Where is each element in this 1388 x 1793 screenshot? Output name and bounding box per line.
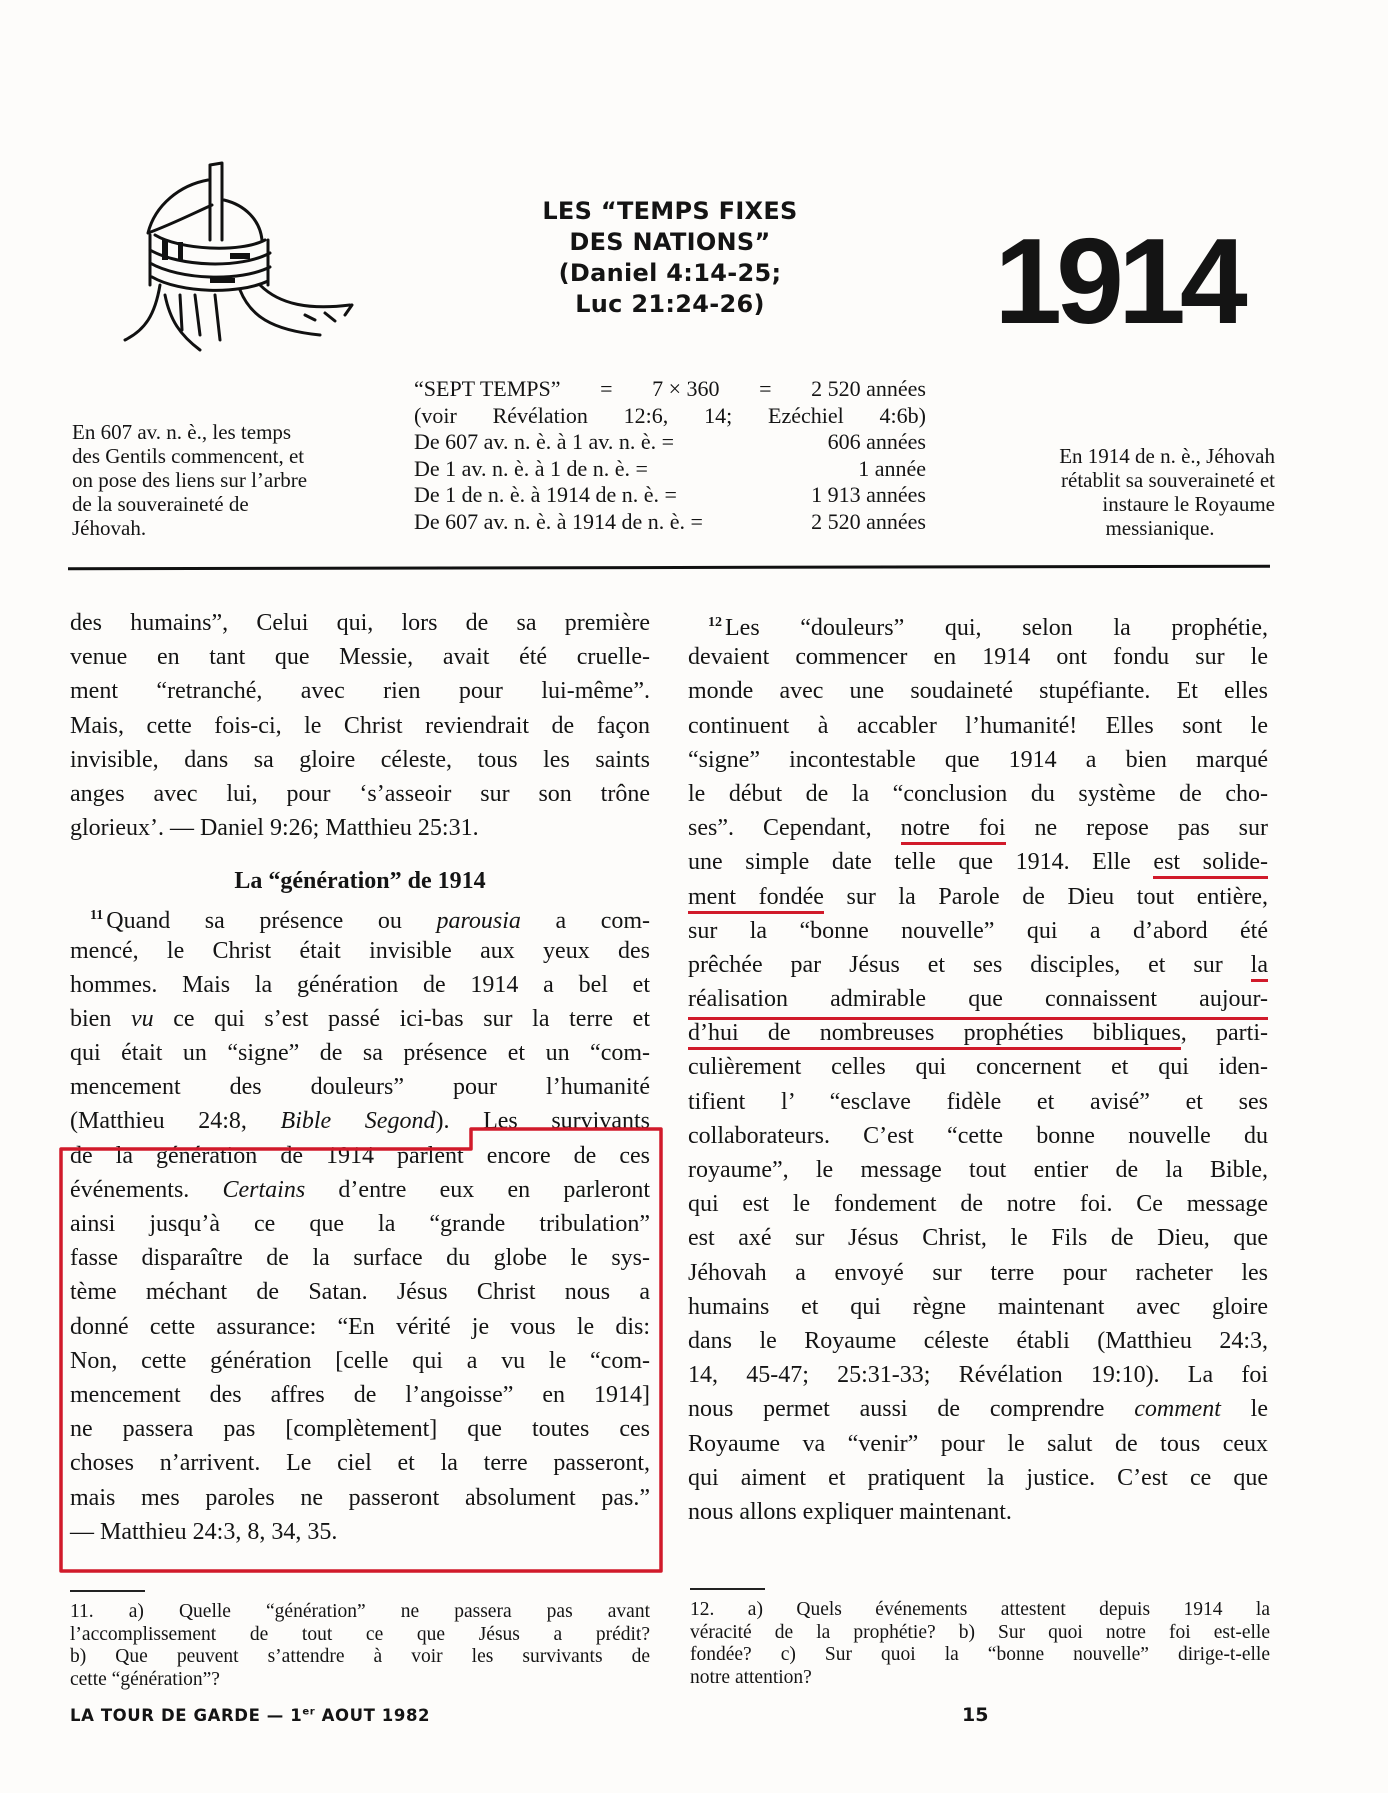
- italic-term: comment: [1134, 1396, 1221, 1423]
- caption-line: de la souveraineté de: [72, 492, 249, 516]
- footnote-line: véracité de la prophétie? b) Sur quoi notre foi est-elle: [690, 1621, 1270, 1643]
- text-line: qui est le fondement de notre foi. Ce message: [688, 1191, 1268, 1218]
- text-line: anges avec lui, pour ‘s’asseoir sur son trône: [70, 780, 650, 807]
- calc-value: 2 520 années: [811, 508, 926, 534]
- calculation-table: [414, 376, 926, 535]
- italic-term: parousia: [436, 908, 521, 935]
- text-run: Quand sa présence ou: [106, 908, 437, 935]
- calc-row: [414, 456, 926, 483]
- chart-title-line: DES NATIONS”: [569, 228, 771, 256]
- calc-row: [414, 429, 926, 456]
- underlined-phrase: notre foi: [901, 815, 1006, 845]
- footnote-line: 12. a) Quels événements attestent depuis 1914 la: [690, 1599, 1270, 1620]
- caption-line: des Gentils commencent, et: [72, 444, 305, 468]
- text-line: “signe” incontestable que 1914 a bien marqué: [688, 746, 1268, 773]
- paragraph-12-start: [688, 606, 1268, 640]
- calc-label: “SEPT TEMPS”: [414, 376, 561, 401]
- text-line: glorieux’. — Daniel 9:26; Matthieu 25:31.: [70, 815, 479, 842]
- text-line: [688, 1392, 1268, 1426]
- footnote-line: l’accomplissement de tout ce que Jésus a prédit?: [70, 1623, 650, 1645]
- study-question-12: [690, 1588, 1270, 1689]
- underlined-phrase: est solide-: [1153, 849, 1268, 879]
- text-line: Jéhovah a envoyé sur terre pour racheter les: [688, 1259, 1268, 1286]
- text-line: devaient commencer en 1914 ont fondu sur le: [688, 644, 1268, 671]
- caption-607: [72, 420, 382, 540]
- caption-line: rétablit sa souveraineté et: [1061, 468, 1275, 492]
- calc-factors: 7 × 360: [652, 376, 720, 401]
- text-run: , parti-: [1180, 1020, 1268, 1047]
- text-line: ne passera pas [complètement] que toutes ces: [70, 1416, 650, 1443]
- text-line: tème méchant de Satan. Jésus Christ nous a: [70, 1279, 650, 1306]
- text-run: nous permet aussi de comprendre: [688, 1396, 1135, 1423]
- text-line: fasse disparaître de la surface du globe le sys-: [70, 1245, 650, 1272]
- page-number: 15: [962, 1704, 989, 1726]
- text-line: hommes. Mais la génération de 1914 a bel et: [70, 971, 650, 998]
- text-line: collaborateurs. C’est “cette bonne nouvelle du: [688, 1122, 1268, 1149]
- text-line: venue en tant que Messie, avait été cruelle-: [70, 644, 650, 671]
- caption-line: Jéhovah.: [72, 516, 147, 540]
- text-line: choses n’arrivent. Le ciel et la terre passeront,: [70, 1450, 650, 1477]
- text-run: ce qui s’est passé ici-bas sur la terre et: [153, 1005, 650, 1032]
- text-line: [688, 811, 1268, 845]
- calc-eq: =: [600, 376, 613, 401]
- paragraph-11-start: [70, 899, 650, 933]
- section-heading: La “génération” de 1914: [234, 868, 486, 895]
- text-line: Mais, cette fois-ci, le Christ reviendrait de façon: [70, 712, 650, 739]
- text-run: le: [1220, 1396, 1268, 1423]
- text-line: de la génération de 1914 parlent encore de ces: [70, 1142, 650, 1169]
- chart-title: [520, 196, 820, 320]
- issue-date: AOUT 1982: [315, 1706, 431, 1725]
- text-run: a com-: [520, 908, 651, 935]
- underlined-phrase: la: [1251, 952, 1268, 982]
- text-line: [688, 948, 1268, 982]
- calc-label: De 607 av. n. è. à 1 av. n. è. =: [414, 429, 675, 454]
- right-column: [688, 606, 1268, 1529]
- text-run: (Matthieu 24:8,: [70, 1108, 281, 1135]
- text-line: [688, 880, 1268, 914]
- footnote-text: [70, 1601, 650, 1691]
- text-line: 14, 45-47; 25:31-33; Révélation 19:10). La foi: [688, 1362, 1268, 1389]
- text-line: humains et qui règne maintenant avec gloire: [688, 1293, 1268, 1320]
- footnote-rule: [70, 1590, 145, 1592]
- text-line: invisible, dans sa gloire céleste, tous les saints: [70, 746, 650, 773]
- text-run: ne repose pas sur: [1005, 815, 1268, 842]
- footnote-line: fondée? c) Sur quoi la “bonne nouvelle” dirige-t-elle: [690, 1644, 1270, 1665]
- text-line: qui aiment et pratiquent la justice. C’est ce que: [688, 1464, 1268, 1491]
- text-run: événements.: [70, 1176, 223, 1203]
- text-run: Les “douleurs” qui, selon la prophétie,: [725, 615, 1268, 641]
- text-run: bien: [70, 1005, 131, 1032]
- text-run: prêchée par Jésus et ses disciples, et sur: [688, 951, 1251, 978]
- text-line: royaume”, le message tout entier de la Bible,: [688, 1157, 1268, 1183]
- text-line: monde avec une soudaineté stupéfiante. Et elles: [688, 678, 1268, 705]
- text-line: dans le Royaume céleste établi (Matthieu 24:3,: [688, 1327, 1268, 1354]
- date-ordinal: er: [302, 1706, 316, 1718]
- chart-title-line: (Daniel 4:14-25;: [558, 259, 782, 287]
- publication-name: LA TOUR DE GARDE — 1: [70, 1706, 303, 1725]
- caption-line: En 1914 de n. è., Jéhovah: [1059, 444, 1275, 468]
- text-line: est axé sur Jésus Christ, le Fils de Dieu, que: [688, 1225, 1268, 1252]
- text-run: une simple date telle que 1914. Elle: [688, 849, 1154, 876]
- text-line: sur la “bonne nouvelle” qui a d’abord été: [688, 917, 1268, 944]
- chart-title-line: LES “TEMPS FIXES: [542, 197, 798, 225]
- paragraph-number: 12: [708, 615, 722, 630]
- calc-reference: (voir Révélation 12:6, 14; Ezéchiel 4:6b): [414, 402, 926, 428]
- text-line: donné cette assurance: “En vérité je vous le dis:: [70, 1313, 650, 1340]
- header-divider: [68, 565, 1270, 571]
- text-run: ses”. Cependant,: [688, 815, 901, 842]
- caption-1914: [985, 444, 1275, 540]
- text-run: d’entre eux en parleront: [305, 1176, 650, 1203]
- underlined-phrase: réalisation admirable que connaissent aujour-: [688, 982, 1268, 1020]
- text-line: tifient l’ “esclave fidèle et avisé” et ses: [688, 1088, 1268, 1115]
- footnote-line: b) Que peuvent s’attendre à voir les survivants de: [70, 1646, 650, 1667]
- italic-term: vu: [130, 1005, 154, 1032]
- text-line: — Matthieu 24:3, 8, 34, 35.: [70, 1518, 338, 1545]
- calc-value: 1 913 années: [811, 482, 926, 507]
- underlined-phrase: ment fondée: [688, 884, 824, 914]
- text-line: [688, 845, 1268, 879]
- text-line: [70, 1173, 650, 1207]
- paragraph-number: 11: [90, 908, 104, 924]
- calc-label: De 1 de n. è. à 1914 de n. è. =: [414, 482, 677, 507]
- footnote-line: notre attention?: [690, 1666, 812, 1688]
- italic-term: Certains: [222, 1176, 306, 1203]
- left-column: [70, 606, 650, 1549]
- text-line: Non, cette génération [celle qui a vu le “com-: [70, 1347, 650, 1374]
- calc-value: 2 520 années: [811, 376, 926, 401]
- footnote-line: 11. a) Quelle “génération” ne passera pas avant: [70, 1601, 650, 1622]
- text-line: ment “retranché, avec rien pour lui-même”.: [70, 678, 650, 705]
- caption-line: instaure le Royaume: [1102, 492, 1275, 516]
- footnote-text: [690, 1599, 1270, 1689]
- big-year: 1914: [994, 213, 1242, 349]
- text-run: ). Les survivants: [435, 1108, 650, 1135]
- text-line: qui était un “signe” de sa présence et un “com-: [70, 1040, 650, 1067]
- calc-row: [414, 509, 926, 536]
- text-line: mencement des douleurs” pour l’humanité: [70, 1074, 650, 1101]
- footnote-rule: [690, 1588, 765, 1590]
- caption-line: on pose des liens sur l’arbre: [72, 468, 308, 492]
- text-line: Royaume va “venir” pour le salut de tous ceux: [688, 1430, 1268, 1457]
- footnote-line: cette “génération”?: [70, 1668, 220, 1690]
- text-line: [688, 982, 1268, 1016]
- text-line: nous allons expliquer maintenant.: [688, 1498, 1012, 1525]
- calc-value: 606 années: [827, 429, 926, 454]
- text-line: [70, 1104, 650, 1138]
- text-line: continuent à accabler l’humanité! Elles sont le: [688, 712, 1268, 739]
- caption-line: En 607 av. n. è., les temps: [72, 420, 292, 444]
- caption-line: messianique.: [1105, 516, 1215, 540]
- text-run: sur la Parole de Dieu tout entière,: [823, 883, 1268, 910]
- text-line: des humains”, Celui qui, lors de sa première: [70, 610, 650, 636]
- text-line: le début de la “conclusion du système de cho-: [688, 780, 1268, 807]
- calc-label: De 1 av. n. è. à 1 de n. è. =: [414, 455, 648, 481]
- calc-eq: =: [759, 376, 772, 401]
- text-line: mais mes paroles ne passeront absolument pas.”: [70, 1484, 650, 1511]
- text-line: ainsi jusqu’à ce que la “grande tribulation”: [70, 1211, 650, 1237]
- text-line: mencement des affres de l’angoisse” en 1914]: [70, 1381, 650, 1408]
- underlined-phrase: d’hui de nombreuses prophéties bibliques: [688, 1020, 1181, 1050]
- chart-title-line: Luc 21:24-26): [575, 290, 765, 318]
- calc-row: [414, 482, 926, 509]
- running-footer: [70, 1706, 430, 1725]
- text-line: mencé, le Christ était invisible aux yeux des: [70, 937, 650, 964]
- text-line: [70, 1002, 650, 1036]
- text-line: culièrement celles qui concernent et qui iden-: [688, 1054, 1268, 1081]
- text-line: [688, 1016, 1268, 1050]
- calc-value: 1 année: [858, 455, 926, 481]
- bound-tree-stump-icon: [120, 145, 380, 355]
- calc-row-sept-temps: [414, 376, 926, 403]
- italic-term: Bible Segond: [280, 1108, 436, 1135]
- study-question-11: [70, 1590, 650, 1691]
- calc-label: De 607 av. n. è. à 1914 de n. è. =: [414, 508, 703, 534]
